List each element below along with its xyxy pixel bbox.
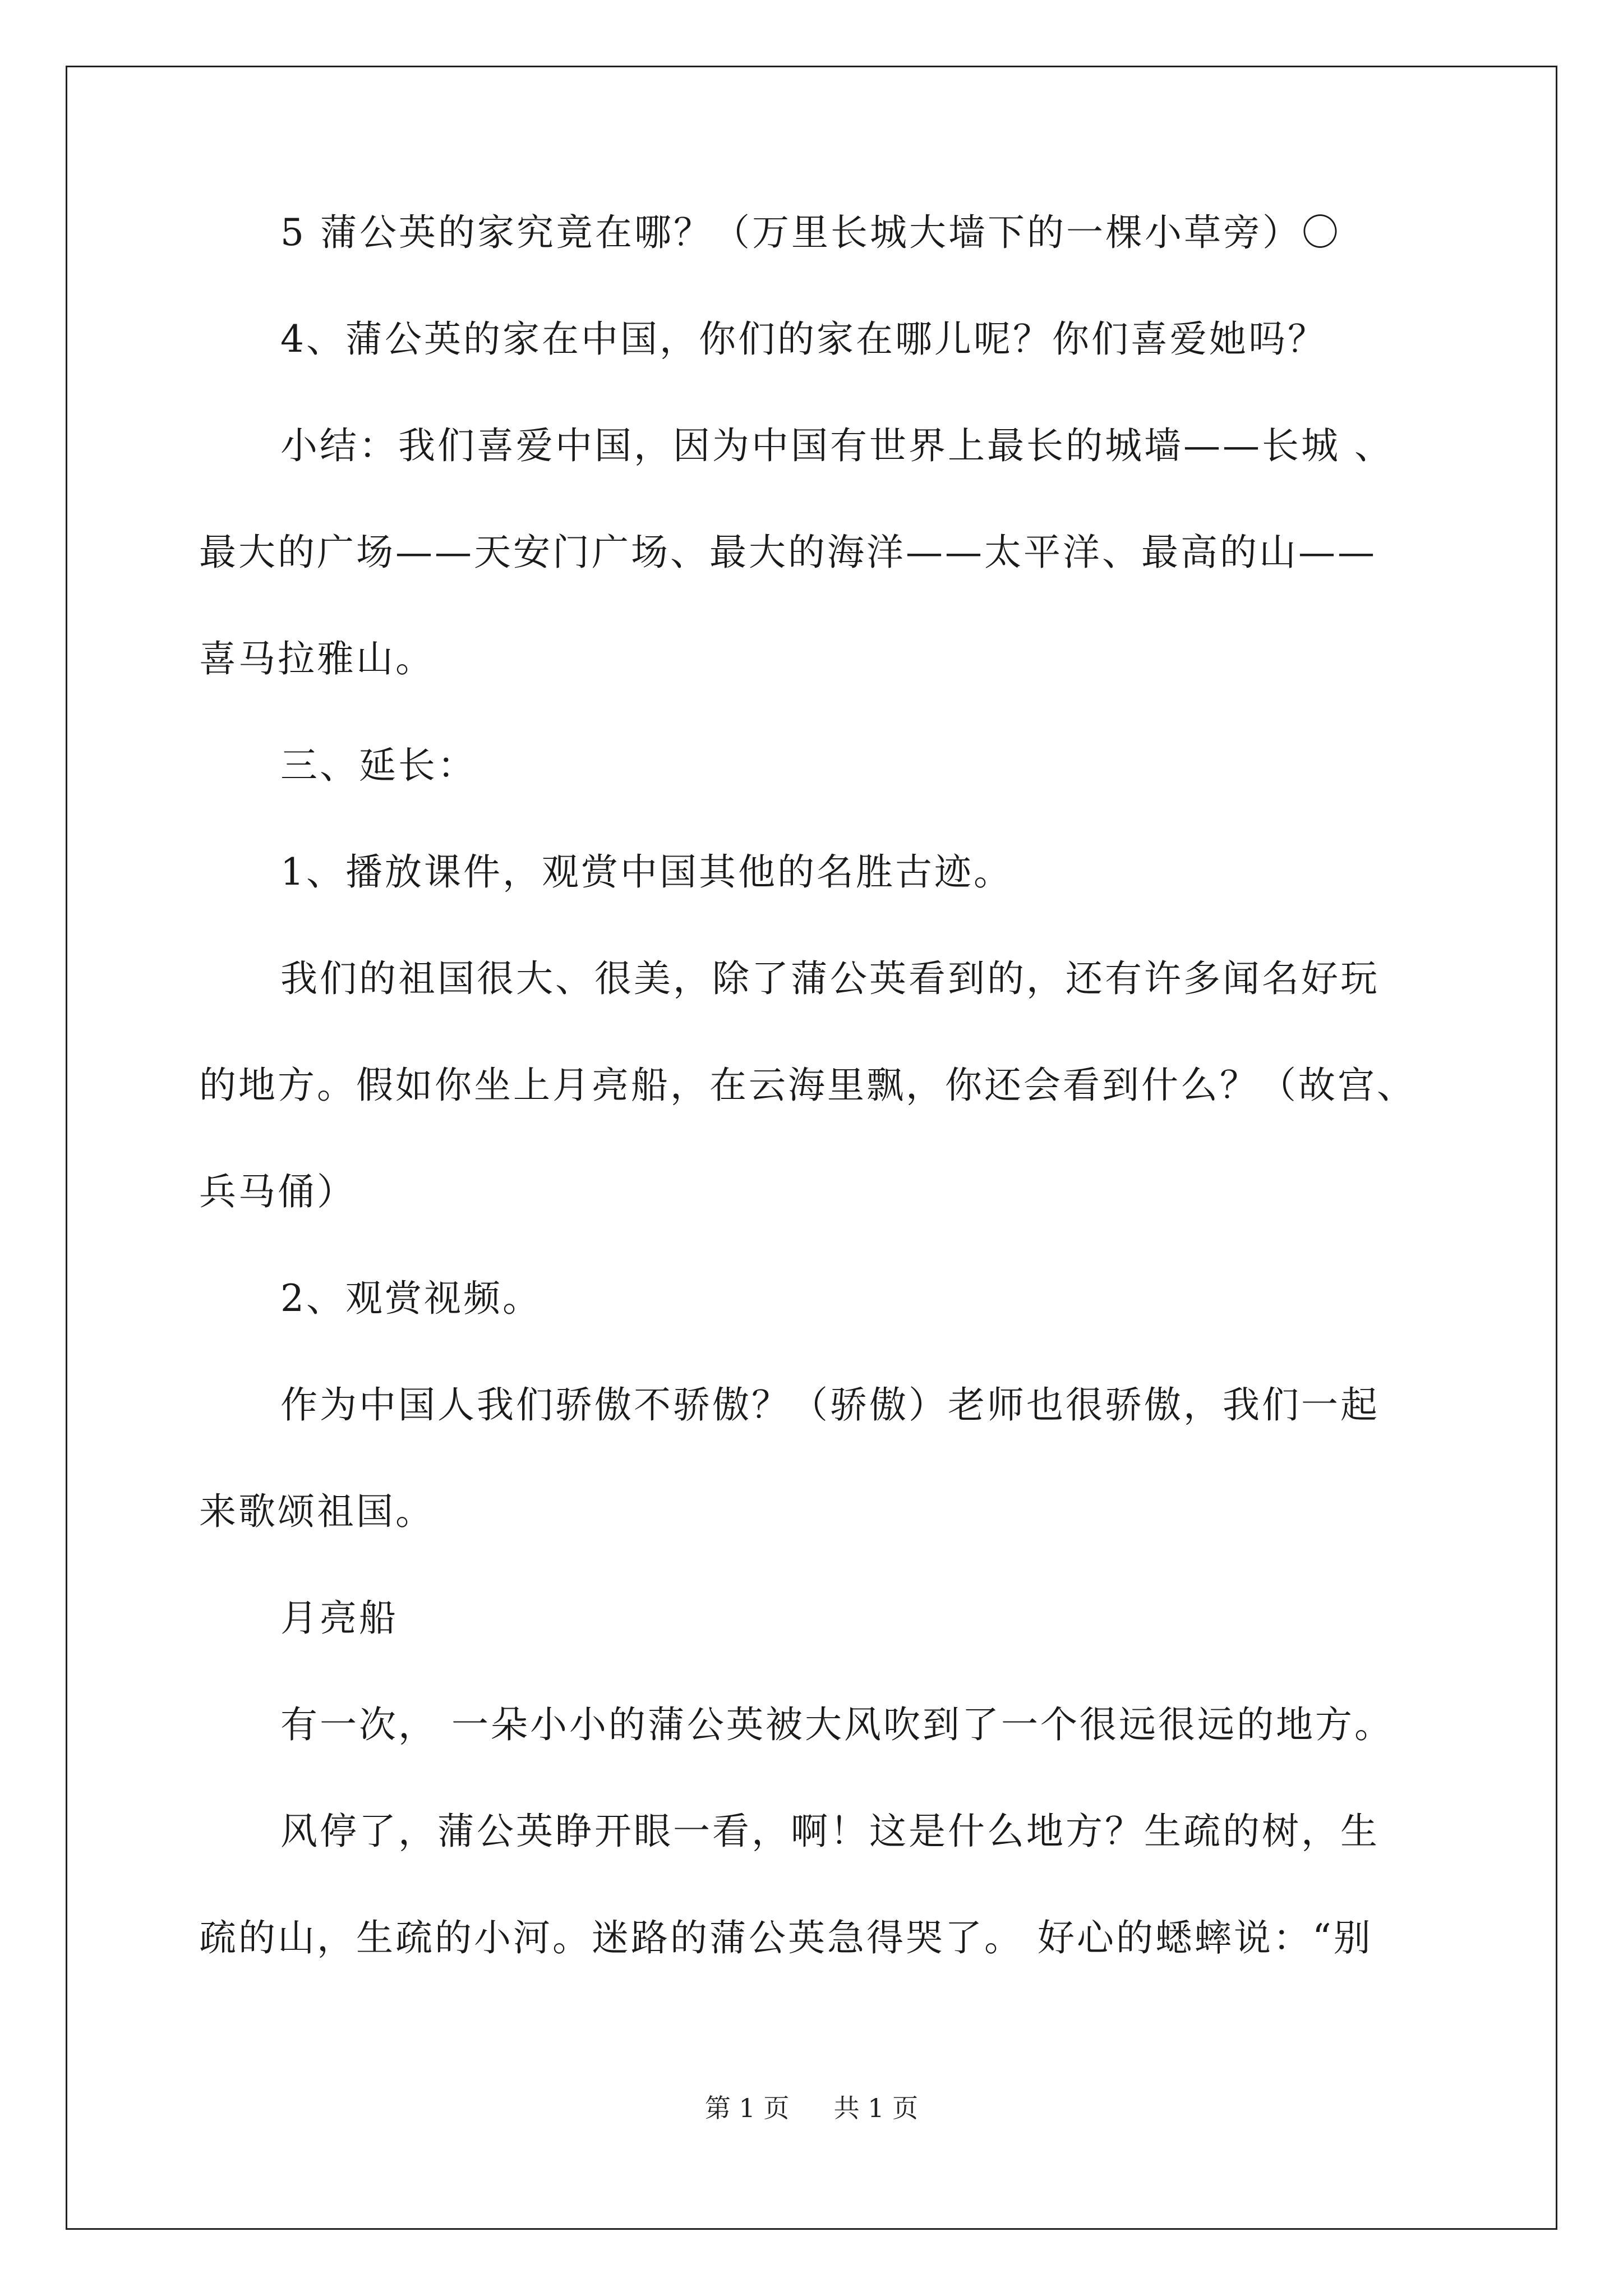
paragraph-line: 最大的广场——天安门广场、最大的海洋——太平洋、最高的山—— [199, 531, 1377, 574]
paragraph-line: 2、观赏视频。 [280, 1277, 542, 1320]
paragraph-line: 作为中国人我们骄傲不骄傲？（骄傲）老师也很骄傲，我们一起 [280, 1383, 1380, 1427]
story-title: 月亮船 [280, 1596, 398, 1640]
paragraph-line: 兵马俑） [199, 1170, 356, 1213]
paragraph-line: 我们的祖国很大、很美，除了蒲公英看到的，还有许多闻名好玩 [280, 957, 1380, 1000]
page-number: 第 1 页 [704, 2093, 790, 2123]
paragraph-line: 有一次， 一朵小小的蒲公英被大风吹到了一个很远很远的地方。 [280, 1703, 1394, 1746]
paragraph-line: 的地方。假如你坐上月亮船，在云海里飘，你还会看到什么？（故宫、 [199, 1064, 1416, 1107]
paragraph-line: 来歌颂祖国。 [199, 1490, 435, 1533]
paragraph-line: 5 蒲公英的家究竟在哪？（万里长城大墙下的一棵小草旁）〇 [280, 211, 1341, 254]
section-heading: 三、延长： [280, 744, 477, 787]
page-total: 共 1 页 [833, 2093, 919, 2123]
paragraph-line: 风停了，蒲公英睁开眼一看，啊！这是什么地方？生疏的树，生 [280, 1810, 1380, 1853]
page-border [66, 66, 1557, 2230]
paragraph-line: 1、播放课件，观赏中国其他的名胜古迹。 [280, 850, 1013, 894]
paragraph-line: 疏的山，生疏的小河。迷路的蒲公英急得哭了。 好心的蟋蟀说：“别 [199, 1916, 1373, 1959]
paragraph-line: 4、蒲公英的家在中国，你们的家在哪儿呢？你们喜爱她吗？ [280, 318, 1327, 361]
page-footer [0, 2092, 1623, 2124]
paragraph-line: 喜马拉雅山。 [199, 637, 435, 680]
paragraph-line: 小结：我们喜爱中国，因为中国有世界上最长的城墙——长城 、 [280, 424, 1394, 467]
